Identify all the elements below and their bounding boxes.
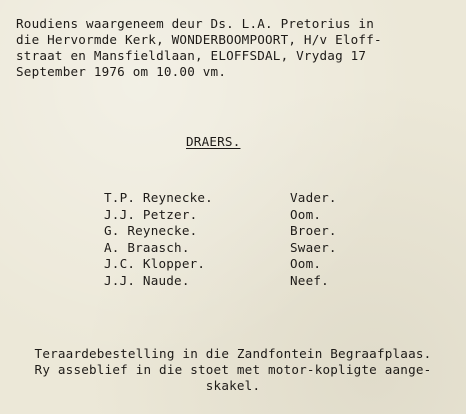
bearers-heading: DRAERS. — [186, 134, 241, 149]
bearer-name: A. Braasch. — [104, 239, 190, 255]
intro-line: straat en Mansfieldlaan, ELOFFSDAL, Vrydag 17 — [16, 48, 367, 63]
bearer-name: J.J. Petzer. — [104, 206, 198, 222]
bearer-relation: Neef. — [290, 272, 329, 288]
bearer-relation: Broer. — [290, 223, 337, 239]
closing-line: Teraardebestelling in die Zandfontein Begraafplaas. — [34, 346, 432, 361]
bearers-list — [104, 190, 384, 290]
bearer-row — [104, 256, 384, 273]
bearer-row — [104, 207, 384, 224]
bearer-relation: Oom. — [290, 206, 322, 222]
bearer-relation: Oom. — [290, 256, 322, 272]
intro-paragraph — [16, 16, 456, 80]
closing-paragraph — [0, 346, 466, 394]
intro-line: Roudiens waargeneem deur Ds. L.A. Pretorius in — [16, 16, 374, 31]
closing-line: Ry asseblief in die stoet met motor-kopligte aange- — [34, 362, 432, 377]
intro-line: die Hervormde Kerk, WONDERBOOMPOORT, H/v Eloff- — [16, 32, 382, 47]
bearer-name: G. Reynecke. — [104, 223, 198, 239]
intro-line: September 1976 om 10.00 vm. — [16, 64, 227, 79]
bearer-row — [104, 223, 384, 240]
bearer-name: J.C. Klopper. — [104, 256, 206, 272]
bearer-name: T.P. Reynecke. — [104, 190, 213, 205]
bearer-relation: Swaer. — [290, 239, 337, 255]
bearer-name: J.J. Naude. — [104, 272, 190, 288]
closing-line: skakel. — [205, 378, 261, 393]
bearer-row — [104, 273, 384, 290]
bearer-row — [104, 240, 384, 257]
bearer-row — [104, 190, 384, 207]
bearer-relation: Vader. — [290, 190, 337, 205]
